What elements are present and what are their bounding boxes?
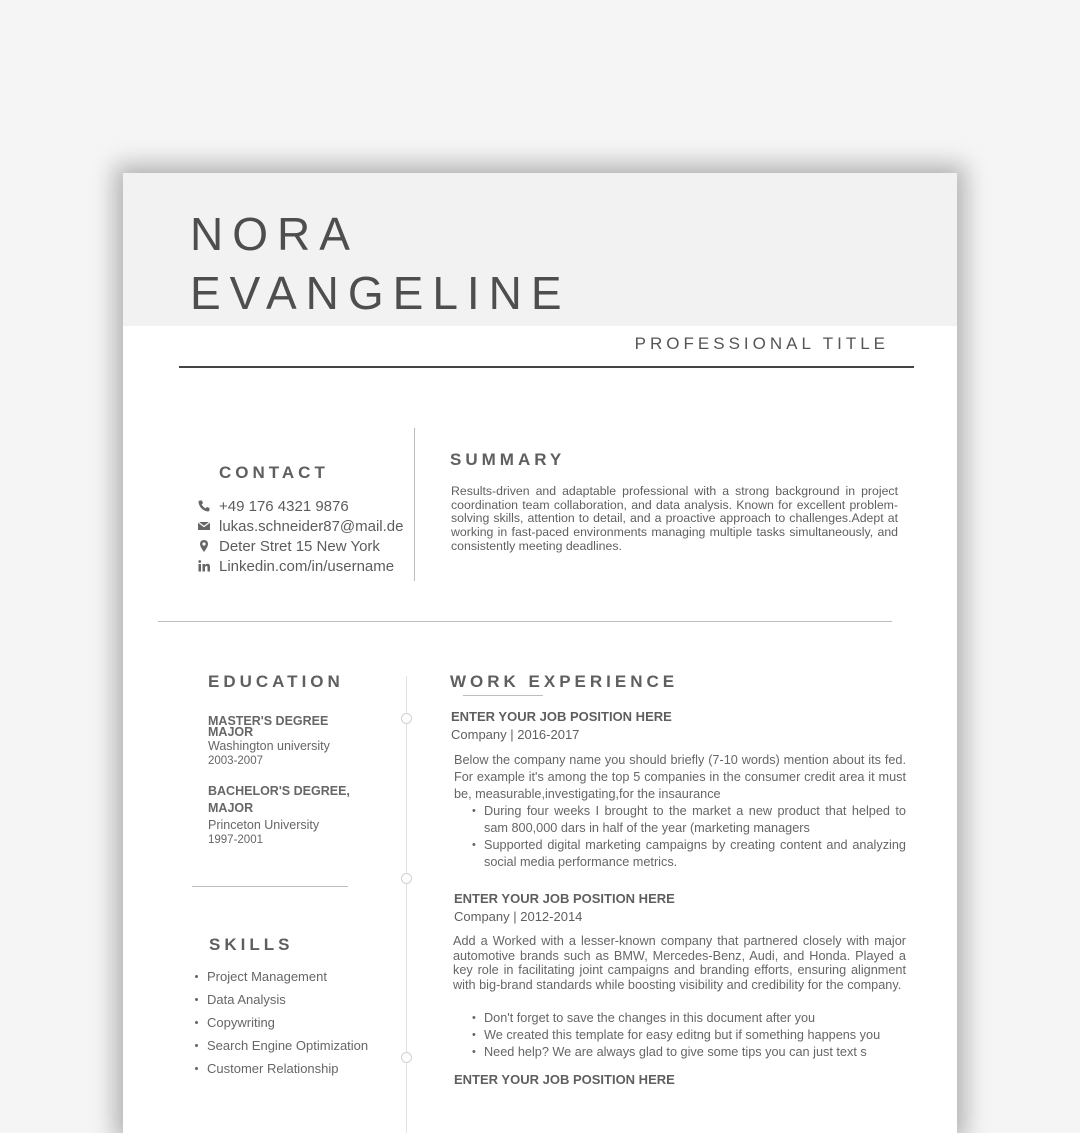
contact-phone (197, 496, 404, 516)
job-bullet: • Supported digital marketing campaigns by creating content and analyzing social media performance metrics. (472, 837, 906, 871)
education-degree: MASTER'S DEGREE (208, 714, 329, 728)
timeline-line (406, 676, 407, 1133)
contact-summary-divider (414, 428, 415, 581)
skills-list (195, 968, 368, 1083)
education-years: 1997-2001 (208, 834, 263, 846)
contact-address-text: Deter Stret 15 New York (219, 537, 380, 555)
contact-heading: CONTACT (219, 463, 329, 482)
job-position: ENTER YOUR JOB POSITION HERE (454, 1072, 675, 1087)
education-entry (208, 716, 378, 769)
contact-linkedin (197, 556, 404, 576)
skill-label: Copywriting (207, 1015, 275, 1030)
skill-label: Customer Relationship (207, 1061, 339, 1076)
job-description: Below the company name you should briefly (7-10 words) mention about its fed. For example it's among the top 5 companies in the consumer credit area it must be, measurable,investigating,for the insaurance (454, 753, 906, 801)
skill-label: Data Analysis (207, 992, 286, 1007)
bullet-icon (195, 1044, 198, 1047)
bullet-icon (195, 975, 198, 978)
education-major: MAJOR (208, 725, 254, 739)
skill-item (195, 991, 368, 1014)
job-company: Company | 2016-2017 (451, 727, 580, 742)
job-bullet: • Need help? We are always glad to give some tips you can just text s (472, 1044, 906, 1061)
job-position: ENTER YOUR JOB POSITION HERE (451, 709, 672, 724)
skills-heading: SKILLS (209, 935, 294, 954)
section-divider (158, 621, 892, 622)
work-experience-heading: WORK EXPERIENCE (450, 672, 679, 691)
location-pin-icon (197, 539, 211, 553)
timeline-node (401, 873, 412, 884)
job-company: Company | 2012-2014 (454, 909, 583, 924)
work-heading-underline (463, 695, 543, 696)
timeline-node (401, 713, 412, 724)
resume-page (123, 173, 957, 1133)
phone-icon (197, 499, 211, 513)
job-bullet: • Don't forget to save the changes in this document after you (472, 1010, 906, 1027)
education-school: Princeton University (208, 818, 320, 832)
job-position: ENTER YOUR JOB POSITION HERE (454, 891, 675, 906)
education-entry (208, 783, 378, 848)
contact-address (197, 536, 404, 556)
title-divider (179, 366, 914, 368)
skill-item (195, 968, 368, 991)
summary-text: Results-driven and adaptable professional with a strong background in project coordination team collaboration, and data analysis. Known for excellent problem-solving skills, attention to detail, and a proactive approach to challenges.Adept at working in fast-paced environments managing multiple tasks simultaneously, and consistently meeting deadlines. (451, 484, 898, 553)
bullet-icon (195, 1021, 198, 1024)
job-bullets (472, 1010, 906, 1061)
summary-heading: SUMMARY (450, 450, 566, 469)
contact-email (197, 516, 404, 536)
contact-email-text[interactable]: lukas.schneider87@mail.de (219, 517, 404, 535)
professional-title: PROFESSIONAL TITLE (634, 334, 889, 353)
job-description: Add a Worked with a lesser-known company that partnered closely with major automotive brands such as BMW, Mercedes-Benz, Audi, and Honda. Played a key role in facilitating joint campaigns and branding efforts, ensuring alignment with big-brand standards while boosting visibility and credibility for the company. (453, 934, 906, 993)
contact-list (197, 496, 404, 576)
education-school: Washington university (208, 739, 330, 753)
email-icon (197, 519, 211, 533)
education-years: 2003-2007 (208, 755, 263, 767)
bullet-icon (195, 998, 198, 1001)
timeline-node (401, 1052, 412, 1063)
skill-label: Project Management (207, 969, 327, 984)
education-major: MAJOR (208, 801, 254, 815)
contact-linkedin-text[interactable]: Linkedin.com/in/username (219, 557, 395, 575)
linkedin-icon (197, 559, 211, 573)
education-degree: BACHELOR'S DEGREE, (208, 784, 350, 798)
last-name: EVANGELINE (190, 267, 571, 319)
contact-phone-text: +49 176 4321 9876 (219, 497, 349, 515)
first-name: NORA (190, 208, 359, 260)
education-divider (192, 886, 348, 887)
skill-label: Search Engine Optimization (207, 1038, 369, 1053)
education-heading: EDUCATION (208, 672, 344, 691)
job-bullet: • During four weeks I brought to the market a new product that helped to sam 800,000 dars in half of the year (marketing managers (472, 803, 906, 837)
skill-item (195, 1037, 368, 1060)
skill-item (195, 1014, 368, 1037)
job-bullets (472, 803, 906, 871)
job-bullet: • We created this template for easy editng but if something happens you (472, 1027, 906, 1044)
bullet-icon (195, 1067, 198, 1070)
